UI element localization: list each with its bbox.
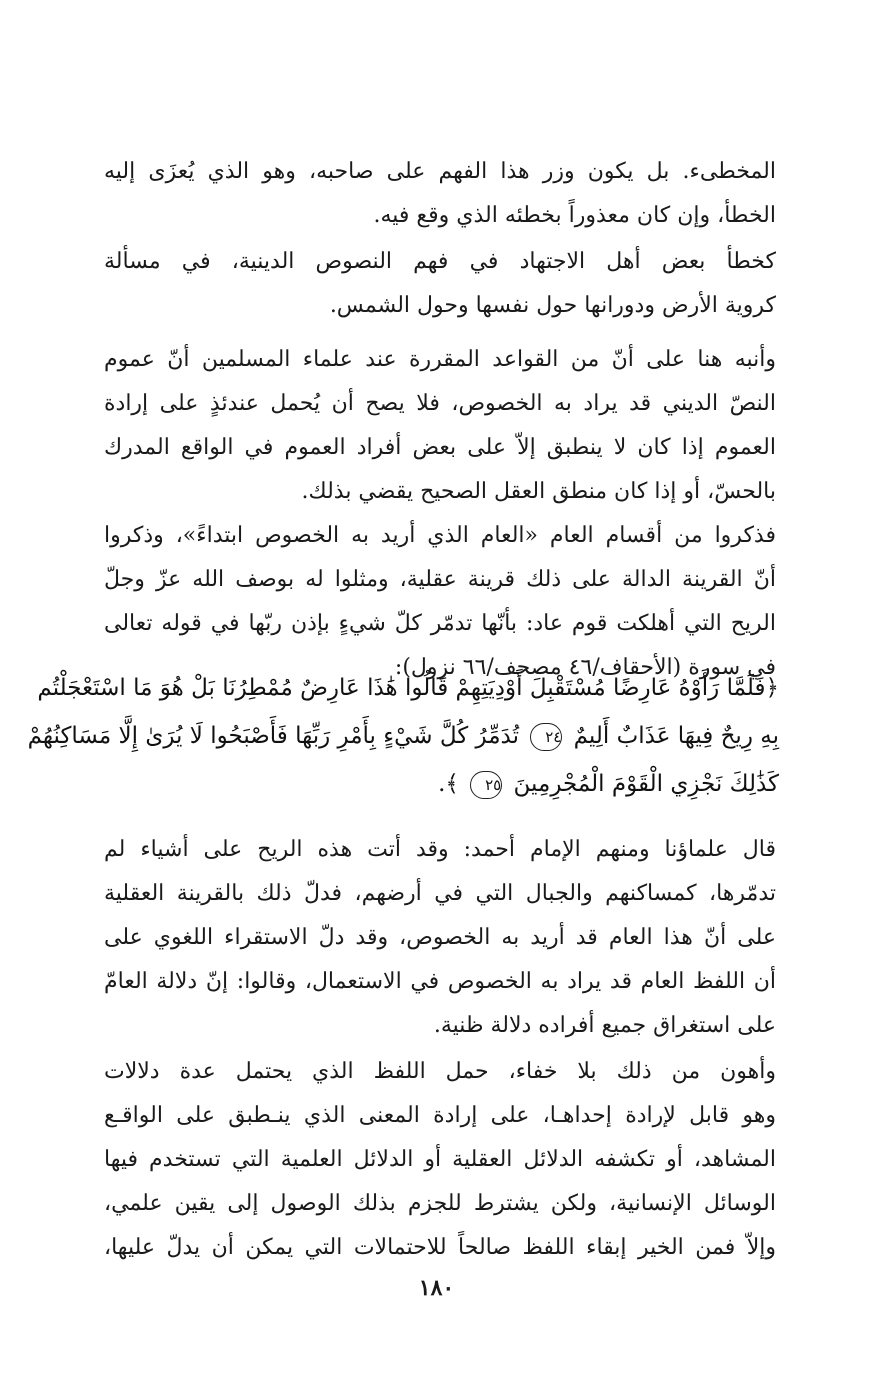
page-number: ١٨٠ [418, 1275, 455, 1301]
text-line: على أنّ هذا العام قد أريد به الخصوص، وقد دلّ الاستقراء اللغوي على [104, 925, 776, 950]
paragraph-2 [104, 240, 776, 328]
text-line: بالحسّ، أو إذا كان منطق العقل الصحيح يقضي بذلك. [301, 479, 776, 504]
text-line: المخطىء. بل يكون وزر هذا الفهم على صاحبه، وهو الذي يُعزَى إليه [104, 159, 776, 184]
text-line: كخطأ بعض أهل الاجتهاد في فهم النصوص الدينية، في مسألة [104, 249, 776, 274]
text-line: المشاهد، أو تكشفه الدلائل العقلية أو الدلائل العلمية التي تستخدم فيها [104, 1147, 776, 1172]
text-line: وإلاّ فمن الخير إبقاء اللفظ صالحاً للاحتمالات التي يمكن أن يدلّ عليها، [104, 1235, 776, 1260]
quran-segment: كَذَٰلِكَ نَجْزِي الْقَوْمَ الْمُجْرِمِينَ [513, 771, 779, 797]
text-line: أن اللفظ العام قد يراد به الخصوص في الاستعمال، وقالوا: إنّ دلالة العامّ [104, 969, 776, 994]
text-line: وهو قابل لإرادة إحداهـا، على إرادة المعنى الذي ينـطبق على الواقـع [104, 1103, 776, 1128]
text-line: على استغراق جميع أفراده دلالة ظنية. [433, 1013, 776, 1038]
text-line: وأهون من ذلك بلا خفاء، حمل اللفظ الذي يحتمل عدة دلالات [104, 1059, 776, 1084]
text-line: فذكروا من أقسام العام «العام الذي أريد به الخصوص ابتداءً»، وذكروا [104, 523, 776, 548]
paragraph-1 [104, 150, 776, 238]
text-line: قال علماؤنا ومنهم الإمام أحمد: وقد أتت هذه الريح على أشياء لم [104, 837, 776, 862]
quran-line [104, 760, 779, 808]
paragraph-6 [104, 1050, 776, 1270]
ayah-number-marker: ٢٤ [530, 723, 562, 751]
text-line: وأنبه هنا على أنّ من القواعد المقررة عند علماء المسلمين أنّ عموم [104, 347, 776, 372]
quran-line [27, 712, 779, 760]
text-line: النصّ الديني قد يراد به الخصوص، فلا يصح أن يُحمل عندئذٍ على إرادة [104, 391, 776, 416]
text-line: كروية الأرض ودورانها حول نفسها وحول الشمس. [329, 293, 776, 318]
paragraph-5 [104, 828, 776, 1048]
quran-verse [27, 664, 779, 808]
quran-segment: تُدَمِّرُ كُلَّ شَيْءٍ بِأَمْرِ رَبِّهَا فَأَصْبَحُوا لَا يُرَىٰ إِلَّا مَسَاكِنُهُمْ [27, 723, 519, 749]
text-line: في سورة (الأحقاف/٤٦ مصحف/٦٦ نزول): [394, 655, 776, 680]
text-line: الريح التي أهلكت قوم عاد: بأنّها تدمّر كلّ شيءٍ بإذن ربّها في قوله تعالى [104, 611, 776, 636]
quran-line: ﴿فَلَمَّا رَأَوْهُ عَارِضًا مُسْتَقْبِلَ أَوْدِيَتِهِمْ قَالُوا هَٰذَا عَارِضٌ مُمْطِرُنَا بَلْ هُوَ مَا اسْتَعْجَلْتُم [37, 675, 779, 701]
quran-segment: بِهِ رِيحٌ فِيهَا عَذَابٌ أَلِيمٌ [573, 723, 779, 749]
text-line: العموم إذا كان لا ينطبق إلاّ على بعض أفراد العموم في الواقع المدرك [104, 435, 776, 460]
text-line: أنّ القرينة الدالة على ذلك قرينة عقلية، ومثلوا له بوصف الله عزّ وجلّ [104, 567, 776, 592]
ayah-number-marker: ٢٥ [470, 771, 502, 799]
text-line: تدمّرها، كمساكنهم والجبال التي في أرضهم، فدلّ ذلك بالقرينة العقلية [104, 881, 776, 906]
text-line: الخطأ، وإن كان معذوراً بخطئه الذي وقع فيه. [373, 203, 776, 228]
paragraph-3 [104, 338, 776, 514]
quran-segment: ﴾. [438, 771, 459, 797]
text-line: الوسائل الإنسانية، ولكن يشترط للجزم بذلك الوصول إلى يقين علمي، [104, 1191, 776, 1216]
